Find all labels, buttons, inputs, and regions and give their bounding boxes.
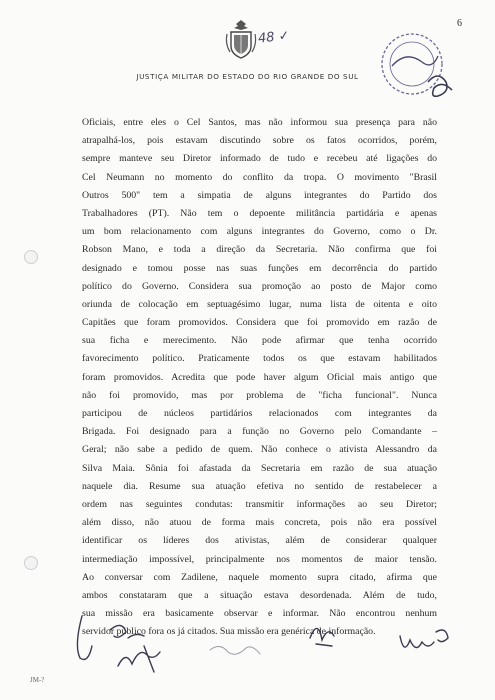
text-line (82, 114, 437, 132)
signature-4 (210, 646, 260, 654)
text-line (82, 132, 437, 150)
text-line (82, 241, 437, 259)
text-line-content: sua ficha e merecimento. Não pode afirmar que tenha ocorrido (82, 335, 437, 347)
text-line-content: Silva Maia. Sônia foi afastada da Secretaria em razão de sua atuação (82, 462, 437, 474)
text-line-content: Brigada. Foi designado para a função no Governo pelo Comandante – (82, 426, 437, 438)
text-line (82, 441, 437, 459)
deposition-text (82, 114, 437, 641)
text-line (82, 423, 437, 441)
signature-1 (77, 616, 92, 660)
text-line (82, 587, 437, 605)
text-line-content: Cel Neumann no momento do conflito da tropa. O movimento "Brasil (82, 171, 437, 183)
official-stamp-icon (372, 24, 462, 114)
text-line (82, 532, 437, 550)
signature-2 (110, 625, 144, 638)
text-line-content: Ao conversar com Zadilene, naquele momento supra citado, afirma que (82, 571, 437, 583)
coat-of-arms-icon (224, 18, 258, 60)
text-line-content: oriunda de colocação em septuagésimo lugar, numa lista de oitenta e oito (82, 298, 437, 310)
text-line-content: Geral; não sabe a pedido de quem. Não conhece o ativista Alessandro da (82, 444, 437, 456)
institution-header: JUSTIÇA MILITAR DO ESTADO DO RIO GRANDE DO SUL (136, 72, 359, 81)
handwritten-folio-number: 48 ✓ (257, 28, 291, 47)
text-line-content: sua missão era basicamente observar e informar. Não encontrou nenhum (82, 608, 437, 620)
footer-mark: JM-? (30, 676, 45, 684)
text-line (82, 551, 437, 569)
binder-hole (24, 556, 38, 570)
text-line (82, 387, 437, 405)
signature-5 (310, 628, 334, 646)
text-line-content: não foi promovido, mas por problema de "ficha funcional". Nunca (82, 389, 437, 401)
text-line-content: ordem nas seguintes condutas: transmitir informações ao seu Diretor; (82, 498, 437, 510)
text-line (82, 278, 437, 296)
text-line-content: Trabalhadores (PT). Não tem o depoente militância partidária e apenas (82, 207, 437, 219)
text-line-content: participou de núcleos partidários relacionados com integrantes da (82, 408, 437, 419)
text-line (82, 314, 437, 332)
text-line (82, 514, 437, 532)
text-line (82, 169, 437, 187)
text-line-content: ambos constataram que a situação estava desordenada. Além de tudo, (82, 589, 437, 601)
text-line-content: naquele dia. Resume sua atuação efetiva no sentido de restabelecer a (82, 480, 437, 492)
text-line (82, 405, 437, 423)
text-line (82, 478, 437, 496)
text-line (82, 205, 437, 223)
text-line (82, 150, 437, 168)
text-line-content: atrapalhá-los, pois estavam discutindo sobre os fatos ocorridos, porém, (82, 135, 437, 147)
text-line (82, 187, 437, 205)
text-line (82, 350, 437, 368)
text-line (82, 496, 437, 514)
text-line-content: um bom relacionamento com alguns integrantes do Governo, como o Dr. (82, 226, 437, 238)
text-line (82, 260, 437, 278)
text-line-content: sempre manteve seu Diretor informado de tudo e recebeu até ligações do (82, 153, 437, 165)
text-line (82, 460, 437, 478)
text-line-content: favorecimento político. Praticamente todos os que estavam habilitados (82, 353, 437, 365)
text-line-content: Capitães que foram promovidos. Considera que foi promovido em razão de (82, 317, 437, 329)
text-line (82, 223, 437, 241)
text-line-content: servidor público fora os já citados. Sua missão era genérica de informação. (82, 626, 376, 638)
text-line-content: Robson Mano, e toda a direção da Secretaria. Não confirma que foi (82, 244, 437, 256)
text-line (82, 296, 437, 314)
text-line-content: político do Governo. Considera sua promoção ao posto de Major como (82, 280, 437, 292)
text-line (82, 332, 437, 350)
text-line-content: designado e tomou posse nas suas funções em decorrência do partido (82, 262, 437, 274)
text-line-content: identificar os líderes dos ativistas, além de considerar qualquer (82, 535, 437, 547)
text-line-content: foram promovidos. Acredita que pode haver algum Oficial mais antigo que (82, 371, 437, 383)
text-line-content: Outros 500" tem a simpatia de alguns integrantes do Partido dos (82, 189, 437, 201)
text-line-content: Oficiais, entre eles o Cel Santos, mas não informou sua presença para não (82, 117, 437, 128)
page-number: 6 (457, 18, 462, 29)
signature-3 (118, 646, 160, 672)
signature-6 (400, 630, 448, 648)
text-line-content: intermediação impossível, principalmente nos momentos de maior tensão. (82, 553, 437, 565)
signatures (70, 606, 470, 686)
text-line (82, 569, 437, 587)
binder-hole (24, 250, 38, 264)
text-line (82, 369, 437, 387)
text-line-content: além disso, não atuou de forma mais concreta, pois não era possível (82, 517, 437, 529)
